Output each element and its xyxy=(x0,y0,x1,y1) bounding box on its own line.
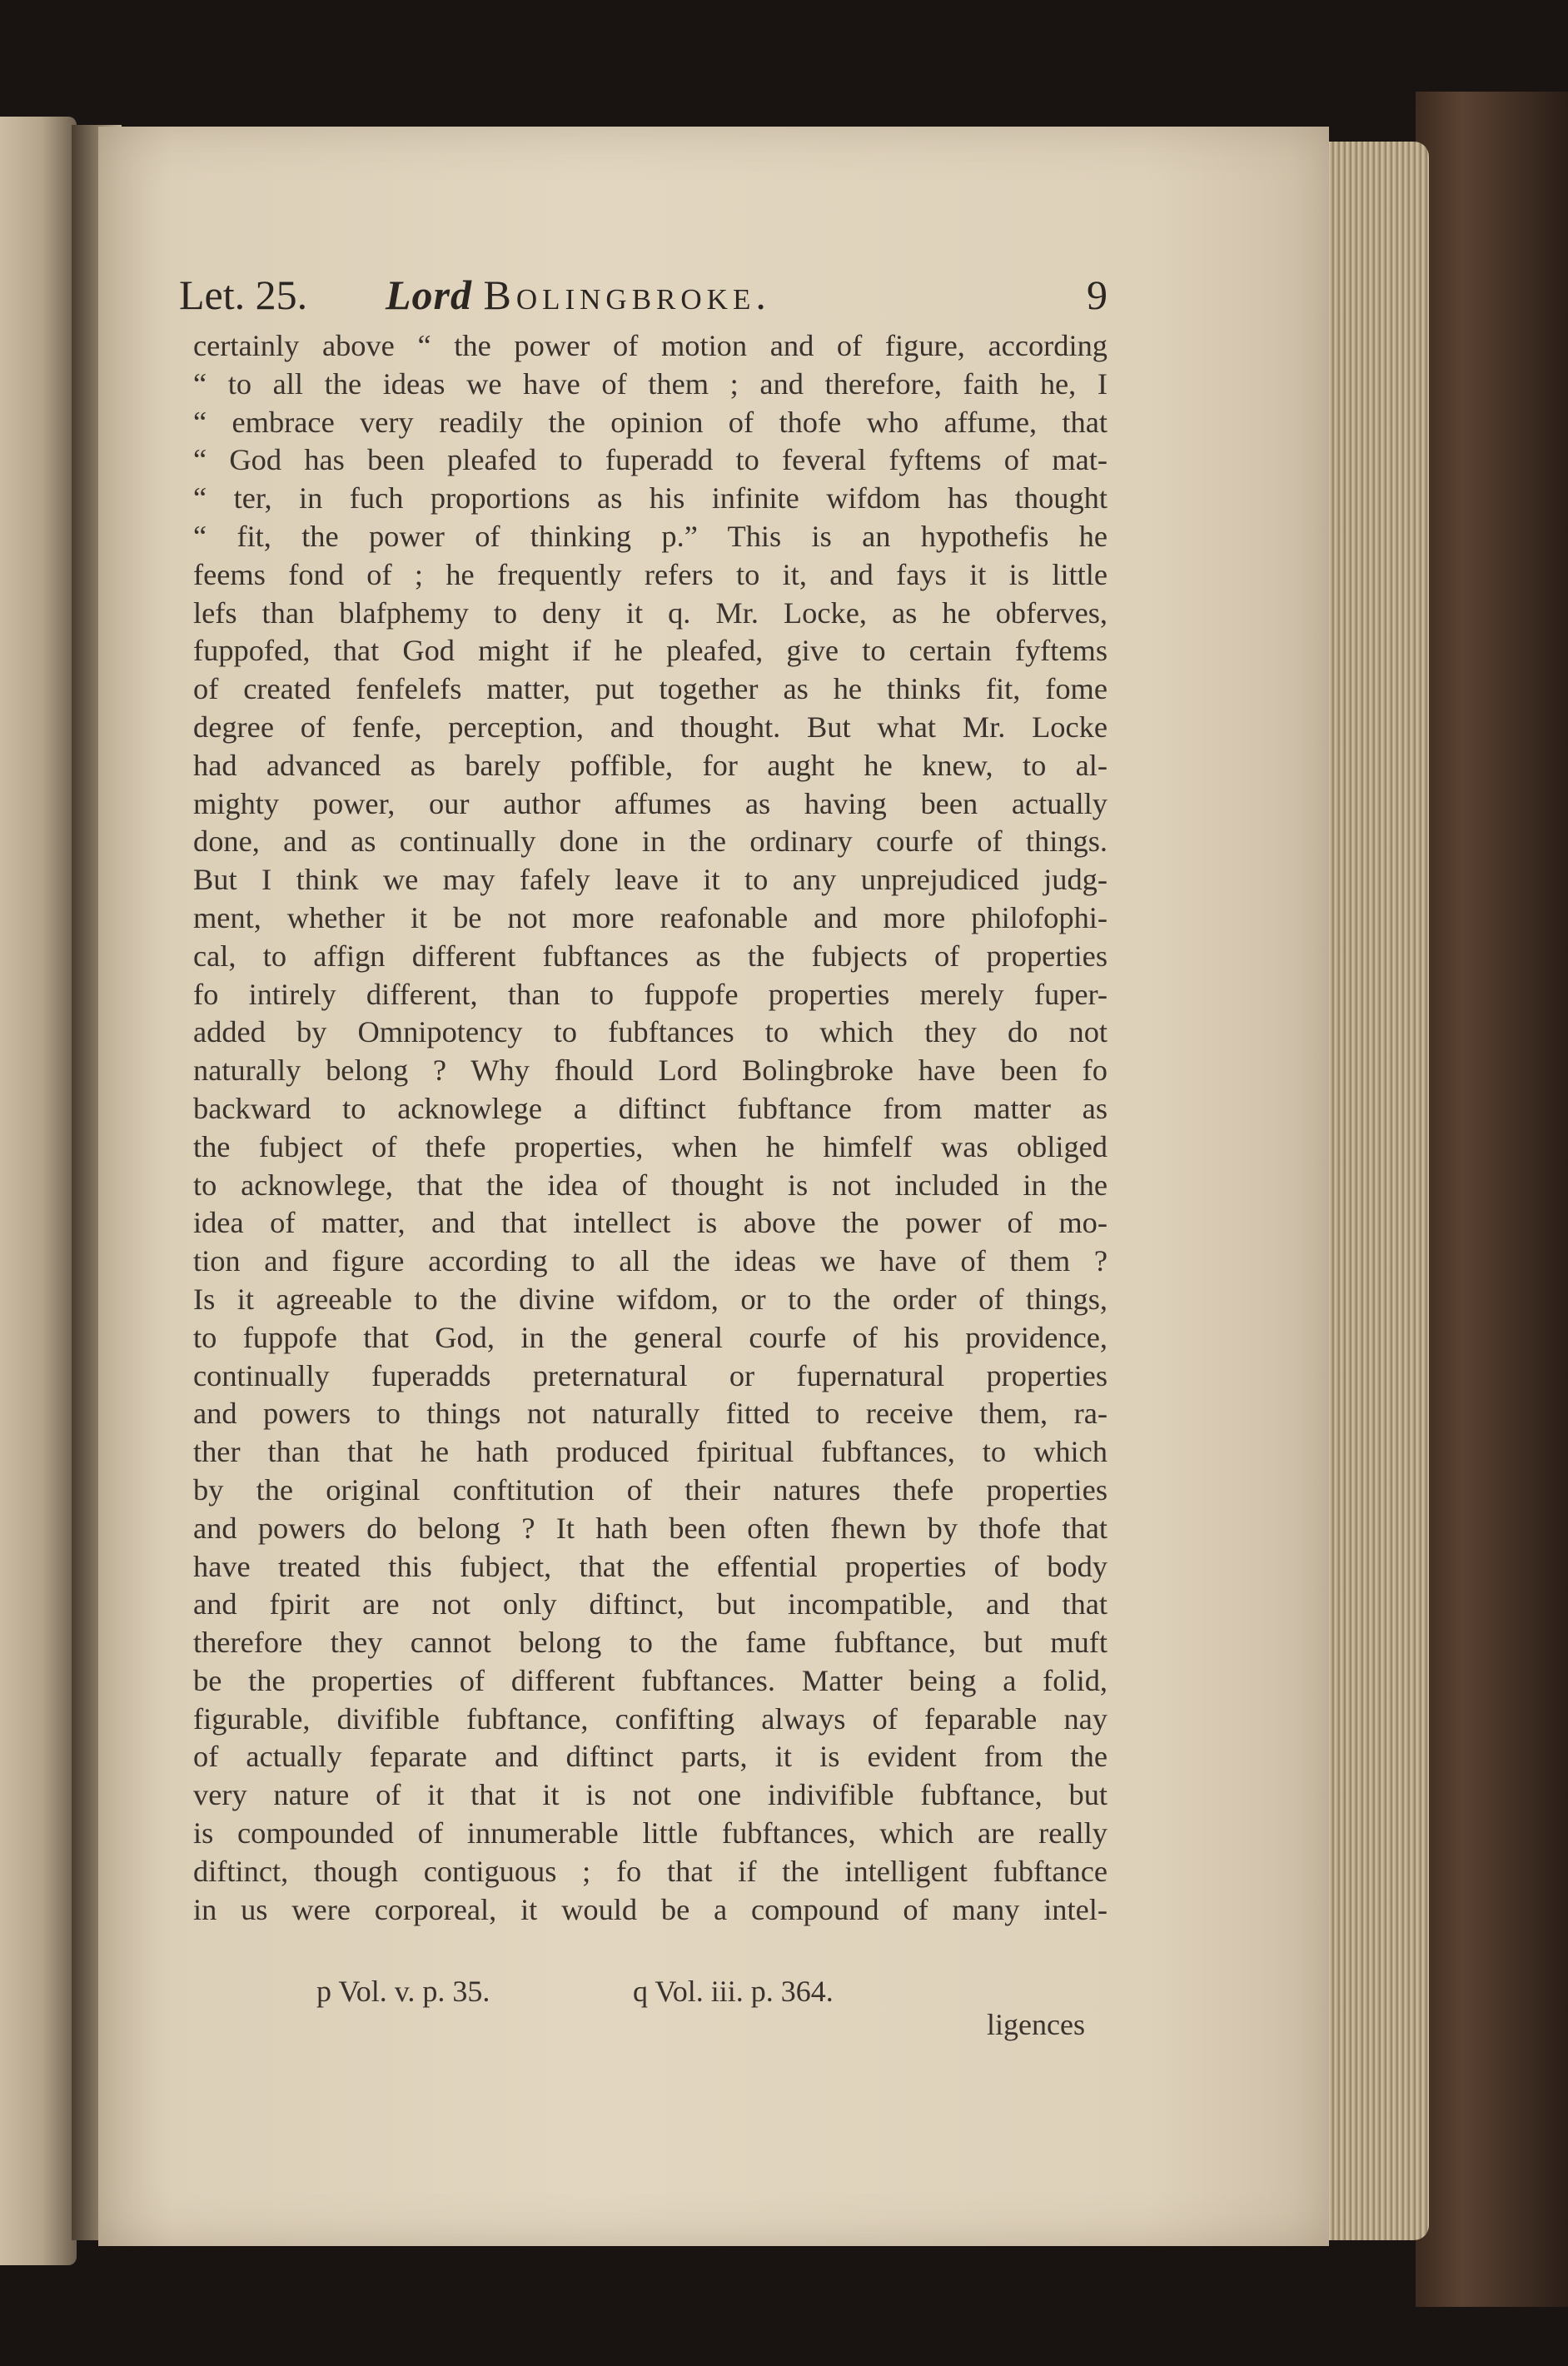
text-line: very nature of it that it is not one indivifible fubftance, but xyxy=(193,1778,1108,1812)
text-line: and powers to things not naturally fitted to receive them, ra- xyxy=(193,1397,1108,1431)
text-line: certainly above “ the power of motion and of figure, according xyxy=(193,329,1108,362)
text-line: tion and figure according to all the ideas we have of them ? xyxy=(193,1244,1108,1278)
text-line: be the properties of different fubftances. Matter being a folid, xyxy=(193,1663,1108,1697)
text-line: cal, to affign different fubftances as the fubjects of properties xyxy=(193,939,1108,973)
text-line: of actually feparate and diftinct parts, it is evident from the xyxy=(193,1740,1108,1774)
text-line: ment, whether it be not more reafonable and more philofophi- xyxy=(193,900,1108,934)
text-line: therefore they cannot belong to the fame fubftance, but muft xyxy=(193,1626,1108,1660)
page-number: 9 xyxy=(1087,271,1108,318)
text-line: Is it agreeable to the divine wifdom, or to the order of things, xyxy=(193,1282,1108,1316)
running-title-name: Bolingbroke. xyxy=(483,271,771,318)
text-line: mighty power, our author affumes as having been actually xyxy=(193,786,1108,820)
footnote-p: p Vol. v. p. 35. xyxy=(316,1975,490,2008)
running-title xyxy=(386,271,771,319)
text-line: is compounded of innumerable little fubftances, which are really xyxy=(193,1816,1108,1850)
text-line: diftinct, though contiguous ; fo that if the intelligent fubftance xyxy=(193,1854,1108,1888)
text-line: idea of matter, and that intellect is above the power of mo- xyxy=(193,1206,1108,1240)
catchword: ligences xyxy=(987,2008,1085,2041)
page-edges xyxy=(1329,142,1429,2240)
text-line: fo intirely different, than to fuppofe properties merely fuper- xyxy=(193,977,1108,1011)
text-line: continually fuperadds preternatural or fupernatural properties xyxy=(193,1358,1108,1392)
letter-number: Let. 25. xyxy=(179,271,308,318)
footnotes xyxy=(316,1974,1066,2024)
text-line: added by Omnipotency to fubftances to which they do not xyxy=(193,1015,1108,1049)
text-line: figurable, divifible fubftance, confifting always of feparable nay xyxy=(193,1701,1108,1736)
text-line: “ ter, in fuch proportions as his infinite wifdom has thought xyxy=(193,481,1108,516)
left-page-edge xyxy=(0,117,77,2265)
text-line: and fpirit are not only diftinct, but incompatible, and that xyxy=(193,1587,1108,1621)
text-line: “ fit, the power of thinking p.” This is an hypothefis he xyxy=(193,519,1108,553)
text-line: to fuppofe that God, in the general courfe of his providence, xyxy=(193,1320,1108,1354)
text-line: lefs than blafphemy to deny it q. Mr. Locke, as he obferves, xyxy=(193,595,1108,630)
text-line: “ to all the ideas we have of them ; and therefore, faith he, I xyxy=(193,366,1108,401)
text-line: done, and as continually done in the ordinary courfe of things. xyxy=(193,824,1108,859)
text-line: feems fond of ; he frequently refers to it, and fays it is little xyxy=(193,557,1108,591)
running-title-lord: Lord xyxy=(386,271,472,318)
text-line: “ God has been pleafed to fuperadd to feveral fyftems of mat- xyxy=(193,443,1108,477)
text-line: naturally belong ? Why fhould Lord Bolingbroke have been fo xyxy=(193,1053,1108,1088)
text-line: But I think we may fafely leave it to any unprejudiced judg- xyxy=(193,863,1108,897)
footnote-q: q Vol. iii. p. 364. xyxy=(633,1975,834,2008)
text-line: fuppofed, that God might if he pleafed, give to certain fyftems xyxy=(193,634,1108,668)
text-line: had advanced as barely poffible, for aught he knew, to al- xyxy=(193,748,1108,782)
text-line: by the original conftitution of their natures thefe properties xyxy=(193,1472,1108,1507)
text-line: to acknowlege, that the idea of thought is not included in the xyxy=(193,1168,1108,1202)
text-line: backward to acknowlege a diftinct fubftance from matter as xyxy=(193,1091,1108,1125)
body-text xyxy=(193,327,1108,1929)
text-line: “ embrace very readily the opinion of thofe who affume, that xyxy=(193,405,1108,439)
text-line: the fubject of thefe properties, when he himfelf was obliged xyxy=(193,1129,1108,1163)
text-line: have treated this fubject, that the effential properties of body xyxy=(193,1549,1108,1583)
book-cover-edge xyxy=(1416,92,1568,2307)
text-line: and powers do belong ? It hath been often fhewn by thofe that xyxy=(193,1511,1108,1545)
text-line: in us were corporeal, it would be a compound of many intel- xyxy=(193,1892,1108,1926)
text-line: degree of fenfe, perception, and thought. But what Mr. Locke xyxy=(193,710,1108,744)
text-line: of created fenfelefs matter, put together as he thinks fit, fome xyxy=(193,672,1108,706)
text-line: ther than that he hath produced fpiritual fubftances, to which xyxy=(193,1435,1108,1469)
